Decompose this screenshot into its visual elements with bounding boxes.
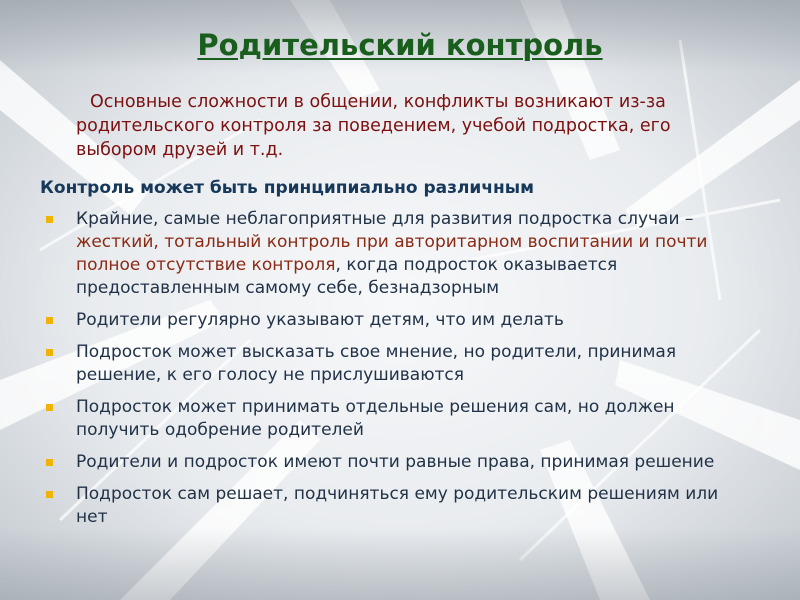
slide-title: Родительский контроль: [197, 28, 603, 62]
bullet-text: Крайние, самые неблагоприятные для развития подростка случаи –: [76, 209, 694, 229]
intro-paragraph: Основные сложности в общении, конфликты возникают из-за родительского контроля за поведением, учебой подростка, его выбором друзей и т.д.: [76, 92, 671, 160]
square-bullet-icon: [46, 216, 53, 223]
list-item: [44, 341, 754, 387]
square-bullet-icon: [46, 491, 53, 498]
list-item: [44, 451, 754, 474]
square-bullet-icon: [46, 459, 53, 466]
bullet-text: Родители регулярно указывают детям, что им делать: [76, 310, 564, 330]
list-item: [44, 483, 754, 529]
list-item: [44, 208, 754, 300]
list-item: [44, 309, 754, 332]
bullet-list: [44, 208, 754, 538]
bullet-text-accent: жесткий, тотальный контроль при авторитарном воспитании и почти полное отсутствие контроля: [76, 232, 708, 275]
bullet-text: Подросток может принимать отдельные решения сам, но должен получить одобрение родителей: [76, 397, 675, 440]
bullet-text: , когда подросток оказывается предоставленным самому себе, безнадзорным: [76, 255, 618, 298]
section-heading: Контроль может быть принципиально различным: [40, 178, 535, 198]
square-bullet-icon: [46, 317, 53, 324]
square-bullet-icon: [46, 349, 53, 356]
bullet-text: Родители и подросток имеют почти равные права, принимая решение: [76, 452, 715, 472]
bullet-text: Подросток может высказать свое мнение, но родители, принимая решение, к его голосу не прислушиваются: [76, 342, 677, 385]
list-item: [44, 396, 754, 442]
square-bullet-icon: [46, 404, 53, 411]
bullet-text: Подросток сам решает, подчиняться ему родительским решениям или нет: [76, 484, 719, 527]
